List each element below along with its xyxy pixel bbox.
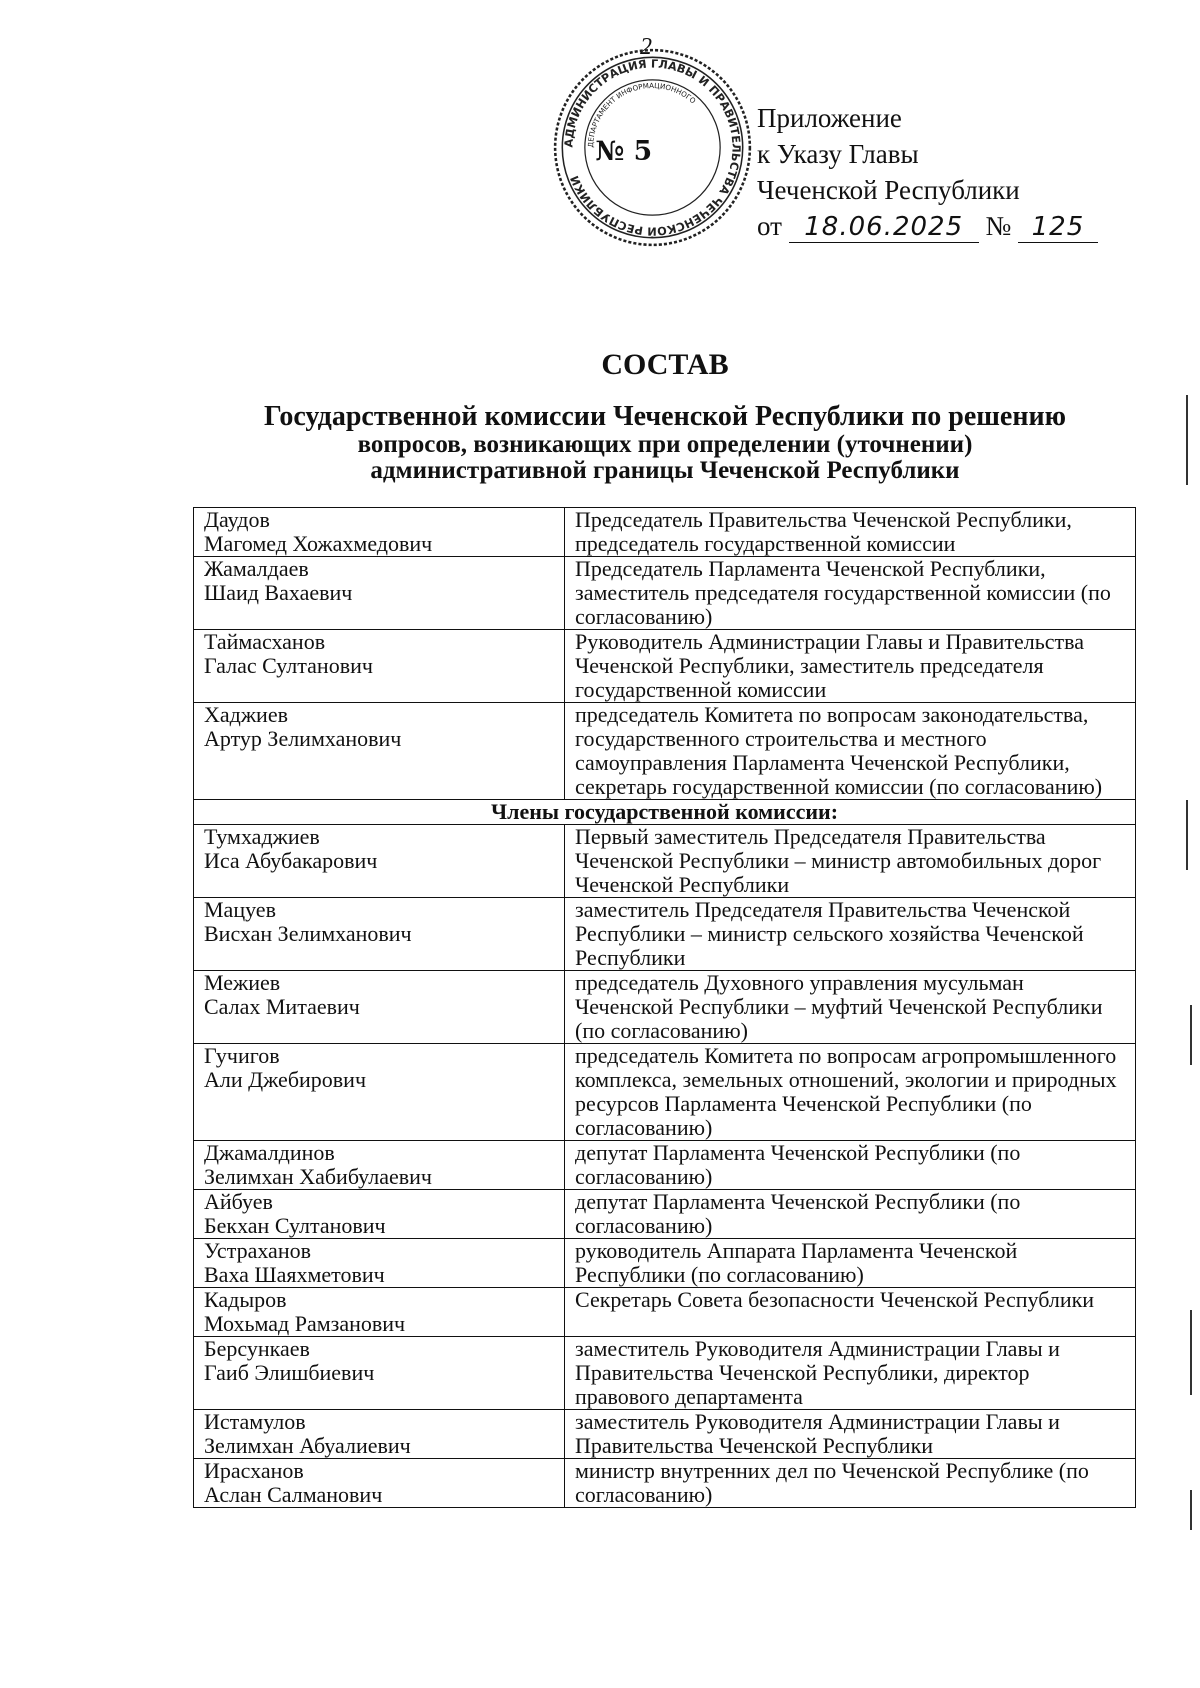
scan-edge-mark [1186,800,1188,870]
member-position: председатель Духовного управления мусульман Чеченской Республики – муфтий Чеченской Республики (по согласованию) [565,971,1136,1044]
member-given-names: Магомед Хожахмедович [204,531,433,556]
member-surname: Джамалдинов [204,1140,335,1165]
appendix-republic: Чеченской Республики [757,175,1020,205]
member-name [194,703,565,800]
number-label: № [985,211,1012,241]
seal-number: № 5 [595,135,653,167]
member-surname: Даудов [204,507,270,532]
member-name [194,1288,565,1337]
table-row [194,825,1136,898]
member-surname: Кадыров [204,1287,287,1312]
member-given-names: Иса Абубакарович [204,848,378,873]
member-surname: Ирасханов [204,1458,304,1483]
member-name [194,1044,565,1141]
commission-table [193,507,1136,1508]
member-position: министр внутренних дел по Чеченской Республике (по согласованию) [565,1459,1136,1508]
table-row [194,1141,1136,1190]
members-section-header: Члены государственной комиссии: [194,800,1136,825]
table-row [194,1239,1136,1288]
member-position: Председатель Парламента Чеченской Республики, заместитель председателя государственной комиссии (по согласованию) [565,557,1136,630]
member-given-names: Зелимхан Абуалиевич [204,1433,411,1458]
table-row [194,1459,1136,1508]
member-name [194,825,565,898]
member-position: председатель Комитета по вопросам законодательства, государственного строительства и местного самоуправления Парламента Чеченской Республики, секретарь государственной комиссии (по согласованию) [565,703,1136,800]
appendix-label: Приложение [757,103,902,133]
member-name [194,1141,565,1190]
member-surname: Берсункаев [204,1336,310,1361]
member-name [194,1410,565,1459]
table-row [194,1190,1136,1239]
member-given-names: Али Джебирович [204,1067,367,1092]
member-position: Председатель Правительства Чеченской Республики, председатель государственной комиссии [565,508,1136,557]
member-name [194,1337,565,1410]
member-name [194,508,565,557]
member-given-names: Артур Зелимханович [204,726,402,751]
table-row [194,971,1136,1044]
member-given-names: Бекхан Султанович [204,1213,386,1238]
member-position: заместитель Руководителя Администрации Главы и Правительства Чеченской Республики, директор правового департамента [565,1337,1136,1410]
member-given-names: Висхан Зелимханович [204,921,412,946]
appendix-block [757,100,1098,244]
member-given-names: Гаиб Элишбиевич [204,1360,375,1385]
member-surname: Тумхаджиев [204,824,320,849]
member-surname: Гучигов [204,1043,280,1068]
section-header-row [194,800,1136,825]
member-name [194,630,565,703]
page-number: 2 [640,34,652,60]
title-line-3: вопросов, возникающих при определении (уточнении) [357,431,973,458]
decree-date: 18.06.2025 [789,212,979,243]
appendix-date-line [757,208,1098,244]
member-given-names: Мохьмад Рамзанович [204,1311,406,1336]
seal-ring-text: АДМИНИСТРАЦИЯ ГЛАВЫ И ПРАВИТЕЛЬСТВА ЧЕЧЕНСКОЙ РЕСПУБЛИКИ [562,57,743,238]
table-row [194,1044,1136,1141]
from-label: от [757,211,782,241]
member-position: Первый заместитель Председателя Правительства Чеченской Республики – министр автомобильных дорог Чеченской Республики [565,825,1136,898]
member-given-names: Салах Митаевич [204,994,360,1019]
scan-edge-mark [1190,1490,1192,1530]
member-position: депутат Парламента Чеченской Республики (по согласованию) [565,1190,1136,1239]
member-surname: Истамулов [204,1409,306,1434]
member-name [194,1190,565,1239]
table-row [194,703,1136,800]
table-row [194,1337,1136,1410]
member-name [194,1459,565,1508]
table-row [194,1410,1136,1459]
member-position: депутат Парламента Чеченской Республики (по согласованию) [565,1141,1136,1190]
seal-inner-text: ДЕПАРТАМЕНТ ИНФОРМАЦИОННОГО [585,81,698,148]
decree-number: 125 [1018,212,1098,243]
member-position: заместитель Руководителя Администрации Главы и Правительства Чеченской Республики [565,1410,1136,1459]
member-position: председатель Комитета по вопросам агропромышленного комплекса, земельных отношений, экологии и природных ресурсов Парламента Чеченской Республики (по согласованию) [565,1044,1136,1141]
member-surname: Хаджиев [204,702,288,727]
member-given-names: Зелимхан Хабибулаевич [204,1164,432,1189]
title-line-4: административной границы Чеченской Республики [370,457,960,484]
title-heading: СОСТАВ [601,348,729,381]
title-line-2: Государственной комиссии Чеченской Республики по решению [264,401,1066,432]
official-seal [550,45,755,250]
table-row [194,508,1136,557]
member-surname: Мацуев [204,897,276,922]
member-given-names: Ваха Шаяхметович [204,1262,385,1287]
table-row [194,898,1136,971]
appendix-decree: к Указу Главы [757,139,919,169]
member-given-names: Шаид Вахаевич [204,580,353,605]
table-row [194,1288,1136,1337]
member-position: Руководитель Администрации Главы и Правительства Чеченской Республики, заместитель председателя государственной комиссии [565,630,1136,703]
member-name [194,898,565,971]
member-position: заместитель Председателя Правительства Чеченской Республики – министр сельского хозяйства Чеченской Республики [565,898,1136,971]
member-name [194,557,565,630]
table-row [194,630,1136,703]
member-given-names: Галас Султанович [204,653,373,678]
scan-edge-mark [1190,1005,1192,1065]
member-surname: Айбуев [204,1189,273,1214]
scan-edge-mark [1186,395,1188,485]
member-surname: Таймасханов [204,629,326,654]
member-surname: Жамалдаев [204,556,309,581]
member-position: Секретарь Совета безопасности Чеченской Республики [565,1288,1136,1337]
scan-edge-mark [1190,1310,1192,1395]
member-position: руководитель Аппарата Парламента Чеченской Республики (по согласованию) [565,1239,1136,1288]
member-name [194,1239,565,1288]
member-given-names: Аслан Салманович [204,1482,383,1507]
member-name [194,971,565,1044]
member-surname: Межиев [204,970,281,995]
member-surname: Устраханов [204,1238,311,1263]
document-title [200,348,1130,484]
table-row [194,557,1136,630]
